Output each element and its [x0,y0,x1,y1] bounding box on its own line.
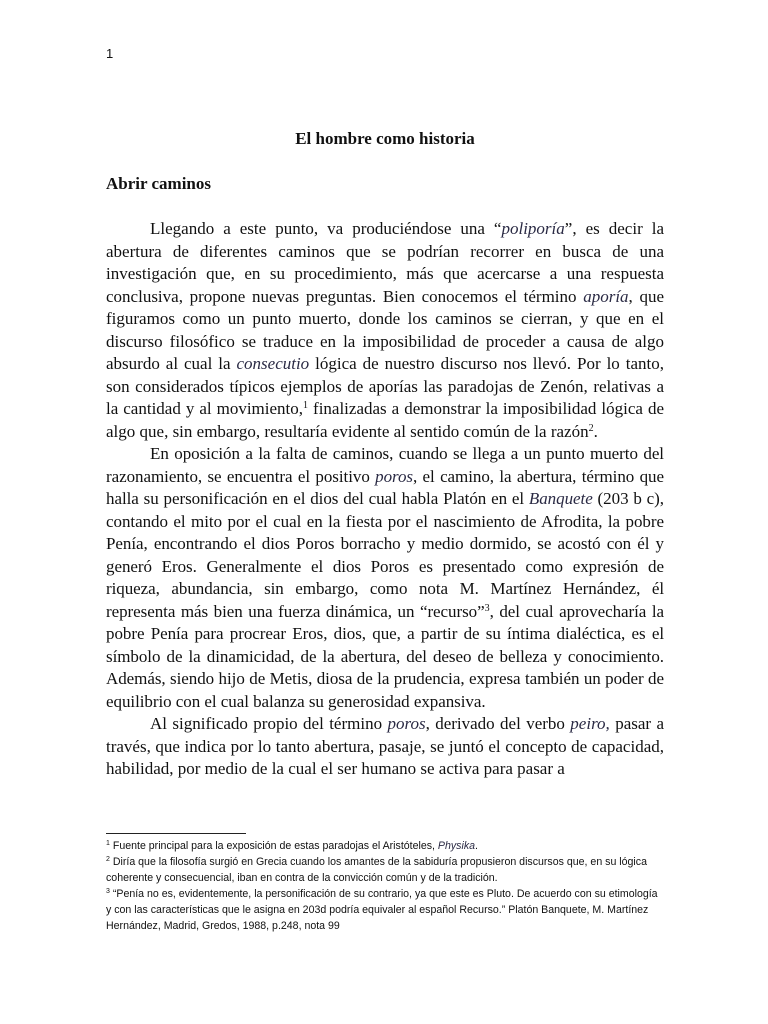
footnote-separator [106,833,246,834]
footnote-text: . [475,840,478,852]
footnote-ref: 3 [484,602,490,614]
footnote-3 [106,886,664,934]
footnote-text: “Penía no es, evidentemente, la personificación de su contrario, ya que este es Pluto. De acuerdo con su etimología y con las características que le asigna en 203d podría equivaler al español Recurso.” Platón Banquete, M. Martínez Hernández, Madrid, Gredos, 1988, p.248, nota 99 [106,888,658,932]
footnote-number: 3 [106,888,110,895]
italic-term: poros [387,714,426,733]
footnote-text: Diría que la filosofía surgió en Grecia cuando los amantes de la sabiduría propusieron discursos que, en su lógica coherente y consecuencial, iban en contra de la convicción común y de la tradición. [106,856,647,884]
footnote-2 [106,854,664,886]
text-run: pasar a través, que indica por lo tanto abertura, pasaje, se juntó el concepto de capacidad, habilidad, por medio de la cual el ser humano se activa para pasar a [106,714,664,778]
footnote-number: 2 [106,856,110,863]
italic-term: consecutio [236,354,310,373]
footnotes [106,838,664,934]
italic-term: aporía [583,286,629,306]
document-title: El hombre como historia [295,129,475,148]
text-run: , que figuramos como un punto muerto, donde los caminos se cierran, y que en el discurso filosófico se traduce en la imposibilidad de proceder a causa de algo absurdo al cual la [106,286,665,373]
text-run: , derivado del verbo [425,714,571,733]
text-run: , el camino, la abertura, término que halla su personificación en el dios del cual habla Platón en el [106,466,664,508]
page-number: 1 [106,46,114,61]
text-run: Llegando a este punto, va produciéndose una “ [150,219,502,238]
section-heading: Abrir caminos [106,174,211,193]
paragraph-2 [106,443,664,713]
italic-term: poros [375,466,413,486]
text-run: . [593,421,598,441]
text-run: Al significado propio del término [150,714,388,733]
text-run: , del cual aprovecharía la pobre Penía para procrear Eros, dios, que, a partir de su íntima dialéctica, es el símbolo de la dinamicidad, de la abertura, del deseo de belleza y conocimiento. Además, siendo hijo de Metis, diosa de la prudencia, expresa también un poder de equilibrio con el cual balanza su generosidad expansiva. [106,601,664,711]
footnote-ref: 2 [588,422,594,434]
body-text [106,128,664,781]
footnote-number: 1 [106,840,110,847]
italic-term: peiro, [570,714,610,733]
footnote-text: Fuente principal para la exposición de estas paradojas el Aristóteles, [109,840,438,852]
text-run: ”, es decir la abertura de diferentes caminos que se podrían recorrer en busca de una investigación que, en su procedimiento, más que acercarse a una respuesta conclusiva, propone nuevas preguntas. Bien conocemos el término [106,219,665,306]
italic-term: Physika [437,840,476,852]
italic-term: Banquete [528,489,593,508]
text-run: (203 b c), contando el mito por el cual en la fiesta por el nascimiento de Afrodita, la pobre Penía, encontrando el dios Poros borracho y medio dormido, se acostó con él y generó Eros. Generalmente el dios Poros es presentado como expresión de riqueza, abundancia, sin embargo, como nota M. Martínez Hernández, él representa más bien una fuerza dinámica, un “recurso” [106,489,664,621]
paragraph-3 [106,713,664,781]
footnote-1 [106,838,664,854]
paragraph-1 [106,218,664,443]
text-run: En oposición a la falta de caminos, cuando se llega a un punto muerto del razonamiento, se encuentra el positivo [106,444,664,486]
italic-term: poliporía [501,219,565,238]
text-run: lógica de nuestro discurso nos llevó. Por lo tanto, son considerados típicos ejemplos de aporías las paradojas de Zenón, relativas a la cantidad y al movimiento, [106,354,664,418]
footnote-ref: 1 [303,400,309,411]
text-run: finalizadas a demonstrar la imposibilidad lógica de algo que, sin embargo, resultaría evidente al sentido común de la razón [106,399,665,441]
